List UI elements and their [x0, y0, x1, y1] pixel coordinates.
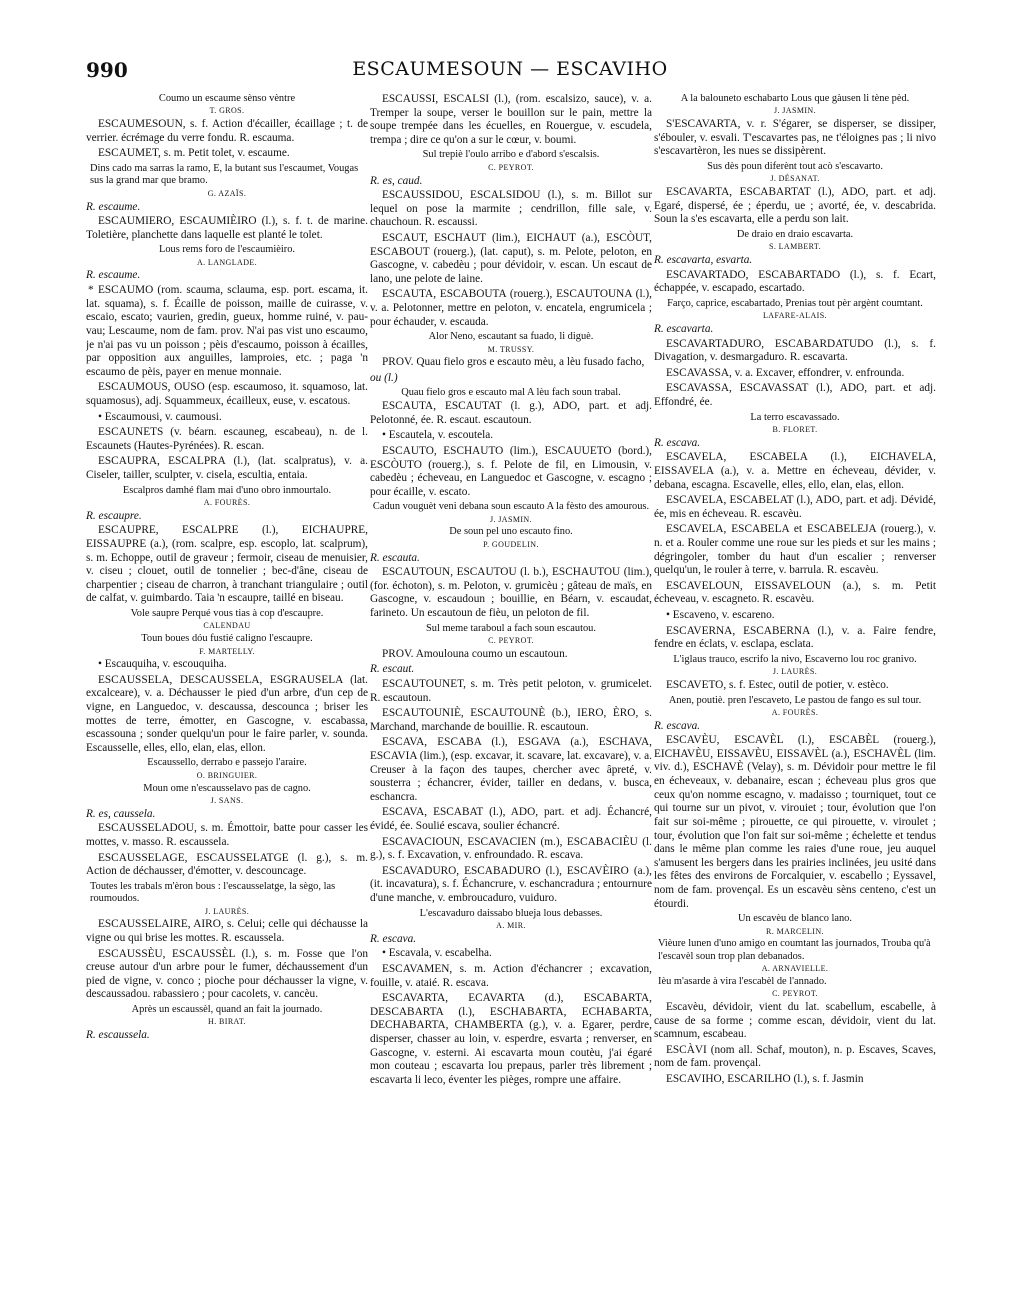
etymology-note: Escavèu, dévidoir, vient du lat. scabellum, escabelle, à cause de sa forme ; comme escan, dévidoir, vient du lat. scamnum, escabeau. — [654, 1001, 936, 1041]
citation-author: A. MIR. — [496, 921, 526, 931]
quote: L'iglaus trauco, escrifo la nivo, Escaverno lou roc granivo. — [673, 653, 917, 665]
citation-author: LAFARE-ALAIS. — [763, 311, 827, 321]
dictionary-entry: ESCÀVI (nom all. Schaf, mouton), n. p. Escaves, Scaves, nom de fam. provençal. — [654, 1043, 936, 1070]
dictionary-entry: ESCAVELA, ESCABELA et ESCABELEJA (rouerg.), v. n. et a. Rouler comme une roue sur les pieds et sur les mains ; dégringoler, tomber du haut d'un escalier ; renverser quelqu'un, le rouler à terre, v. barrula. R. escavèu. — [654, 523, 936, 577]
etymology-ref: R. escaume. — [86, 200, 141, 213]
citation-author: J. LAURÈS. — [772, 667, 818, 677]
proverb: PROV. Quau fielo gros e escauto mèu, a lèu fusado facho, — [382, 356, 645, 369]
citation-author: F. MARTELLY. — [199, 646, 255, 656]
citation-author: J. SANS. — [210, 796, 244, 806]
dictionary-entry: ESCAUSSELADOU, s. m. Émottoir, batte pour casser les mottes, v. masso. R. escaussela. — [86, 822, 368, 848]
etymology-ref: R. escaupre. — [86, 509, 142, 522]
etymology-ref: R. es, caussela. — [86, 807, 156, 820]
dictionary-entry: ESCAVA, ESCABA (l.), ESGAVA (a.), ESCHAVA, ESCAVIA (lim.), (esp. excavar, it. scavare, lat. excavare), v. a. Creuser à la façon des taupes, chercher avec âpreté, v. sousterra ; échancrer, évider, tailler en dedans, v. busca, eschancra. — [370, 736, 652, 803]
dictionary-entry: ESCAUSSI, ESCALSI (l.), (rom. escalsizo, sauce), v. a. Tremper la soupe, verser le bouillon sur le pain, mettre la soupe trempée dans les écuelles, en Rouergue, v. escudela, trempa ; dire ce qu'on a sur le cœur, v. boumi. — [370, 93, 652, 146]
quote: Un escavèu de blanco lano. — [738, 913, 852, 925]
citation-author: P. GOUDELIN. — [483, 539, 539, 549]
etymology-ref: R. escava. — [370, 932, 417, 945]
citation-author: A. FOURÈS. — [203, 498, 251, 508]
citation-author: O. BRINGUIER. — [196, 770, 258, 780]
dictionary-entry: ESCAVASSA, v. a. Excaver, effondrer, v. enfrounda. — [666, 366, 905, 379]
quote: Lous rems foro de l'escaumièiro. — [158, 244, 296, 256]
dictionary-entry: ESCAVARTADURO, ESCABARDATUDO (l.), s. f. Divagation, v. desmargaduro. R. escavarta. — [654, 337, 936, 364]
proverb: PROV. Amoulouna coumo un escautoun. — [382, 647, 568, 660]
citation-author: A. FOURÈS. — [771, 708, 819, 718]
dictionary-entry: ESCAVETO, s. f. Estec, outil de potier, v. estèco. — [666, 678, 889, 691]
citation-author: H. BIRAT. — [208, 1017, 246, 1027]
quote: A la balouneto eschabarto Lous que gàusen li tène pèd. — [680, 93, 910, 104]
citation-author: R. MARCELIN. — [766, 926, 824, 936]
etymology-ref: R. escava. — [654, 719, 701, 732]
citation-author: M. TRUSSY. — [487, 344, 535, 354]
dictionary-entry: ESCAUMET, s. m. Petit tolet, v. escaume. — [98, 147, 290, 160]
dictionary-entry: ESCAUTA, ESCABOUTA (rouerg.), ESCAUTOUNA (l.), v. a. Pelotonner, mettre en peloton, v. encatela, engrumicela ; pour échauder, v. escauda. — [370, 288, 652, 328]
dictionary-entry: ESCAUTOUN, ESCAUTOU (l. b.), ESCHAUTOU (lim.), (for. échoton), s. m. Peloton, v. grumicèu ; gâteau de maïs, en Gascogne, v. escaudoun ; bouillie, en Béarn, v. escaudat, farineto. Un escautoun de fièu, un peloton de fil. — [370, 566, 652, 619]
dictionary-entry: ESCAUSSELAGE, ESCAUSSELATGE (l. g.), s. m. Action de déchausser, d'émotter, v. descouncage. — [86, 851, 368, 878]
citation-author: J. DÉSANAT. — [770, 174, 820, 184]
citation-author: T. GROS. — [209, 106, 245, 116]
dictionary-entry: ESCAUTOUNET, s. m. Très petit peloton, v. grumicelet. R. escautoun. — [370, 677, 652, 704]
quote: Cadun vouguèt veni debana soun escauto A la fèsto des amourous. — [372, 501, 650, 513]
dictionary-entry: ESCAVELA, ESCABELAT (l.), ADO, part. et adj. Dévidé, ée, mis en écheveau. R. escavèu. — [654, 494, 936, 520]
quote: Sul meme taraboul a fach soun escautou. — [426, 622, 596, 634]
dictionary-entry: ESCAVÈU, ESCAVÈL (l.), ESCABÈL (rouerg.), EICHAVÈU, EISSAVÈU, EISSAVÈL (a.), ESCHAVÈL (lim. viv. d.), ESCHAVÈ (Velay), s. m. Dévidoir pour mettre le fil en écheveaux, v. debanaire, escan ; écheveau plus gros que ceux qu'on nomme escagno, v. madaisso ; tourniquet, tout ce qui tourne sur un pivot, v. virouiet ; tour, évolution que l'on fait sur soi-même ; pirouette, ce qui pirouette, v. viroulet ; tour, évolution que l'on fait sur soi-même ; échelette et tendus dans le même plan comme les raies d'une roue, jeu auquel s'amusent les bergers dans les prairies inclinées, jeu usité dans les fêtes des environs de Forcalquier, v. escabello ; Eyssavel, nom de fam. provençal. Es un escavèu sèns centeno, c'est un étourdi. — [654, 734, 936, 910]
citation-author: C. PEYROT. — [488, 162, 534, 172]
quote: Moun ome n'escausselavo pas de cagno. — [143, 782, 311, 794]
asterisk-mark: * — [88, 284, 94, 297]
quote: Après un escaussèl, quand an fait la journado. — [131, 1003, 323, 1015]
quote: Toutes les trabals m'èron bous : l'escausselatge, la sègo, las roumoudos. — [90, 880, 336, 905]
dictionary-entry — [86, 284, 368, 379]
citation-author: B. FLORET. — [772, 425, 818, 435]
page-header — [86, 58, 934, 86]
citation-author: J. LAURÈS. — [204, 906, 250, 916]
dictionary-entry: • Escautela, v. escoutela. — [382, 429, 494, 442]
quote: Quau fielo gros e escauto mal A lèu fach soun trabal. — [401, 386, 621, 398]
dictionary-entry: ESCAUSSELA, DESCAUSSELA, ESGRAUSELA (lat. excalceare), v. a. Déchausser le pied d'un arbre, d'un cep de vigne, en Languedoc, v. descaussa, descounca ; briser les mottes de terre, émotter, en Gascogne, v. escabassa, escassouna ; sonder quelqu'un pour le faire parler, v. sounda. Escausselle, elles, ello, elan, elas, ellon. — [86, 673, 368, 754]
etymology-ref: R. escavarta. — [654, 322, 714, 335]
citation-author: C. PEYROT. — [772, 989, 818, 999]
dictionary-entry: ESCAUMESOUN, s. f. Action d'écailler, écaillage ; t. de verrier. écrémage du verre fondu. R. escauma. — [86, 118, 368, 144]
dictionary-entry: ESCAVELA, ESCABELA (l.), EICHAVELA, EISSAVELA (a.), v. a. Mettre en écheveau, dévider, v. debana, escagna. Escavelle, elles, ello, elan, elas, ellon. — [654, 451, 936, 491]
quote: Alor Neno, escautant sa fuado, li diguè. — [428, 331, 594, 343]
citation-author: A. ARNAVIELLE. — [761, 964, 829, 974]
dictionary-entry: ESCAVAMEN, s. m. Action d'échancrer ; excavation, fouille, v. ataié. R. escava. — [370, 963, 652, 989]
citation-author: CALENDAU — [203, 621, 251, 631]
etymology-ref: R. escaume. — [86, 269, 141, 282]
quote: Anen, poutiè. pren l'escaveto, Le pastou de fango es sul tour. — [668, 694, 922, 706]
quote: De draio en draio escavarta. — [736, 228, 854, 240]
citation-author: J. JASMIN. — [489, 514, 532, 524]
quote: Sus dès poun diferènt tout acò s'escavarto. — [707, 160, 883, 172]
etymology-ref: R. escauta. — [370, 551, 420, 564]
quote: Ièu m'asarde à vira l'escabèl de l'annado. — [658, 975, 827, 987]
dictionary-entry: ESCAUT, ESCHAUT (lim.), EICHAUT (a.), ESCÒUT, ESCABOUT (rouerg.), (lat. caput), s. m. Pelote, peloton, en Gascogne, v. cabedèu ; pour dévidoir, v. escan. Un escaut de lano, une pelote de laine. — [370, 231, 652, 285]
dictionary-entry: ESCAUNETS (v. béarn. escauneg, escabeau), n. de l. Escaunets (Hautes-Pyrénées). R. escan. — [86, 426, 368, 452]
column-1 — [86, 93, 368, 1283]
dictionary-entry: ESCAVIHO, ESCARILHO (l.), s. f. Jasmin — [666, 1073, 864, 1086]
quote: Dins cado ma sarras la ramo, E, la butant sus l'escaumet, Vougas sus la grand mar que bramo. — [90, 162, 359, 187]
quote: Farço, caprice, escabartado, Prenias tout pèr argènt coumtant. — [667, 297, 923, 309]
dictionary-entry: ESCAUMIERO, ESCAUMIÈIRO (l.), s. f. t. de marine. Toletière, planchette dans laquelle est planté le tolet. — [86, 215, 368, 241]
etymology-ref: R. es, caud. — [370, 174, 423, 187]
dictionary-entry: ESCAVELOUN, EISSAVELOUN (a.), s. m. Petit écheveau, v. escagneto. R. escavèu. — [654, 579, 936, 606]
citation-author: C. PEYROT. — [488, 636, 534, 646]
column-2 — [370, 93, 652, 1283]
dictionary-entry: • Escaumousi, v. caumousi. — [98, 410, 222, 423]
quote: Toun boues dóu fustié caligno l'escaupre. — [141, 633, 313, 645]
dictionary-entry: • Escauquiha, v. escouquiha. — [98, 658, 227, 671]
citation-author: A. LANGLADE. — [196, 257, 258, 267]
proverb-variant-label: ou (l.) — [370, 371, 398, 384]
dictionary-entry: ESCAUPRA, ESCALPRA (l.), (lat. scalpratus), v. a. Ciseler, tailler, sculpter, v. cisela, escultia, entaia. — [86, 455, 368, 481]
dictionary-entry: • Escavala, v. escabelha. — [382, 947, 492, 960]
dictionary-entry: ESCAVA, ESCABAT (l.), ADO, part. et adj. Échancré, évidé, ée. Soulié escava, soulier échancré. — [370, 806, 652, 833]
dictionary-entry: ESCAUTA, ESCAUTAT (l. g.), ADO, part. et adj. Pelotonné, ée. R. escaut. escautoun. — [370, 400, 652, 426]
dictionary-entry: ESCAVARTADO, ESCABARTADO (l.), s. f. Ecart, échappée, v. escapado, escartado. — [654, 268, 936, 295]
dictionary-entry: • Escaveno, v. escareno. — [666, 609, 775, 621]
quote: Sul trepiè l'oulo arribo e d'abord s'escalsis. — [422, 149, 600, 161]
quote: L'escavaduro daissabo blueja lous debasses. — [419, 907, 603, 919]
quote: Escaussello, derrabo e passejo l'araire. — [147, 757, 307, 769]
entry-text: ESCAUMO (rom. scauma, sclauma, esp. port. escama, it. lat. squama), s. f. Écaille de poisson, maille de cuirasse, v. escaio, escato; vaurien, gredin, gueux, homme ruiné, v. pau-vau; Lescaume, nom de fam. prov. N'ai pas vist uno escaumo, je n'ai pas vu un poisson ; pèis d'escaumo, poisson à écailles, par opposition aux anguilles, lamproies, etc. ; paga 'n escaumo de pèis, payer en menue monnaie. — [86, 284, 368, 378]
quote: Vole saupre Perqué vous tias à cop d'escaupre. — [130, 607, 324, 619]
dictionary-entry: ESCAUSSÈU, ESCAUSSÈL (l.), s. m. Fosse que l'on creuse autour d'un arbre pour le fumer, déchaussement d'un pied de vigne, v. conco ; pioche pour déchausser la vigne, v. descaussadou. rabassiero ; pour cacolets, v. cancèu. — [86, 947, 368, 1001]
dictionary-entry: S'ESCAVARTA, v. r. S'égarer, se disperser, se dissiper, s'ébouler, v. esvali. T'escavartes pas, ne t'éloignes pas ; li nivo s'escavartèron, les nues se dissipèrent. — [654, 118, 936, 158]
dictionary-entry: ESCAVASSA, ESCAVASSAT (l.), ADO, part. et adj. Effondré, ée. — [654, 382, 936, 408]
dictionary-entry: ESCAVARTA, ESCABARTAT (l.), ADO, part. et adj. Egaré, dispersé, ée ; éperdu, ue ; avorté, ée, v. descabrida. Soun la s'es escavarta, elle a perdu son lait. — [654, 186, 936, 226]
etymology-ref: R. escaut. — [370, 663, 415, 676]
dictionary-entry: ESCAUSSIDOU, ESCALSIDOU (l.), s. m. Billot sur lequel on pose la marmite ; cendrillon, fille sale, v. chauchoun. R. escaussi. — [370, 189, 652, 229]
quote: Vièure lunen d'uno amigo en coumtant las journados, Trouba qu'à l'escavèl soun trop plan debanados. — [658, 938, 931, 962]
citation-author: J. JASMIN. — [773, 106, 816, 116]
dictionary-entry: ESCAVERNA, ESCABERNA (l.), v. a. Faire fendre, fendre en éclats, v. esclapa, esclata. — [654, 624, 936, 651]
dictionary-entry: ESCAVACIOUN, ESCAVACIEN (m.), ESCABACIÈU (l. g.), s. f. Excavation, v. enfroundado. R. escava. — [370, 835, 652, 862]
dictionary-entry: ESCAUTO, ESCHAUTO (lim.), ESCAUUETO (bord.), ESCÒUTO (rouerg.), s. f. Pelote de fil, en Limousin, v. cabedèu ; écheveau, en Languedoc et Gascogne, v. escagno ; pour écaille, v. escato. — [370, 444, 652, 498]
quote: De soun pel uno escauto fino. — [449, 526, 573, 538]
quote: Escalpros damhé flam mai d'uno obro inmourtalo. — [122, 484, 332, 496]
etymology-ref: R. escaussela. — [86, 1029, 150, 1042]
etymology-ref: R. escava. — [654, 436, 701, 449]
dictionary-entry: ESCAUSSELAIRE, AIRO, s. Celui; celle qui déchausse la vigne ou qui brise les mottes. R. escaussela. — [86, 918, 368, 944]
etymology-ref: R. escavarta, esvarta. — [654, 253, 753, 266]
dictionary-entry: ESCAVADURO, ESCABADURO (l.), ESCAVÈIRO (a.), (it. incavatura), s. f. Échancrure, v. eschancradura ; entournure d'une manche, v. embroucaduro, vuiduro. — [370, 864, 652, 905]
citation-author: G. AZAÏS. — [207, 188, 247, 198]
dictionary-entry: ESCAUTOUNIÈ, ESCAUTOUNÈ (b.), IERO, ÈRO, s. Marchand, marchande de bouillie. R. escautoun. — [370, 707, 652, 733]
dictionary-entry: ESCAUMOUS, OUSO (esp. escaumoso, it. squamoso, lat. squamosus), adj. Squammeux, écailleux, euse, v. escatous. — [86, 381, 368, 407]
quote: Coumo un escaume sènso vèntre — [158, 93, 296, 104]
quote: La terro escavassado. — [750, 411, 840, 423]
dictionary-entry: ESCAUPRE, ESCALPRE (l.), EICHAUPRE, EISSAUPRE (a.), (rom. scalpre, esp. escoplo, lat. scalprum), s. m. Echoppe, outil de graveur ; fermoir, ciseau de menuisier, v. ciseu ; clouet, outil de tonnelier ; bec-d'âne, ciseau de charpentier ; ciseau de charron, à tranchant triangulaire ; outil de calfat, v. guimbardo. Taia 'n escaupre, taillé en biseau. — [86, 524, 368, 605]
column-3 — [654, 93, 936, 1283]
running-head: ESCAUMESOUN — ESCAVIHO — [352, 58, 668, 80]
dictionary-entry: ESCAVARTA, ECAVARTA (d.), ESCABARTA, DESCABARTA (l.), ESCHABARTA, ECHABARTA, DECHABARTA, CHAMBERTA (g.), v. a. Egarer, perdre, disperser, chasser au loin, v. esperdre, esvarta ; renverser, en Gascogne, v. esterni. Ai escavarta moun coutèu, j'ai égaré mon couteau ; escavarta lou prepaus, parler très librement ; escavarta li leco, éventer les pièges, rompre une affaire. — [370, 992, 652, 1086]
page-number: 990 — [86, 58, 128, 82]
citation-author: S. LAMBERT. — [769, 242, 821, 252]
